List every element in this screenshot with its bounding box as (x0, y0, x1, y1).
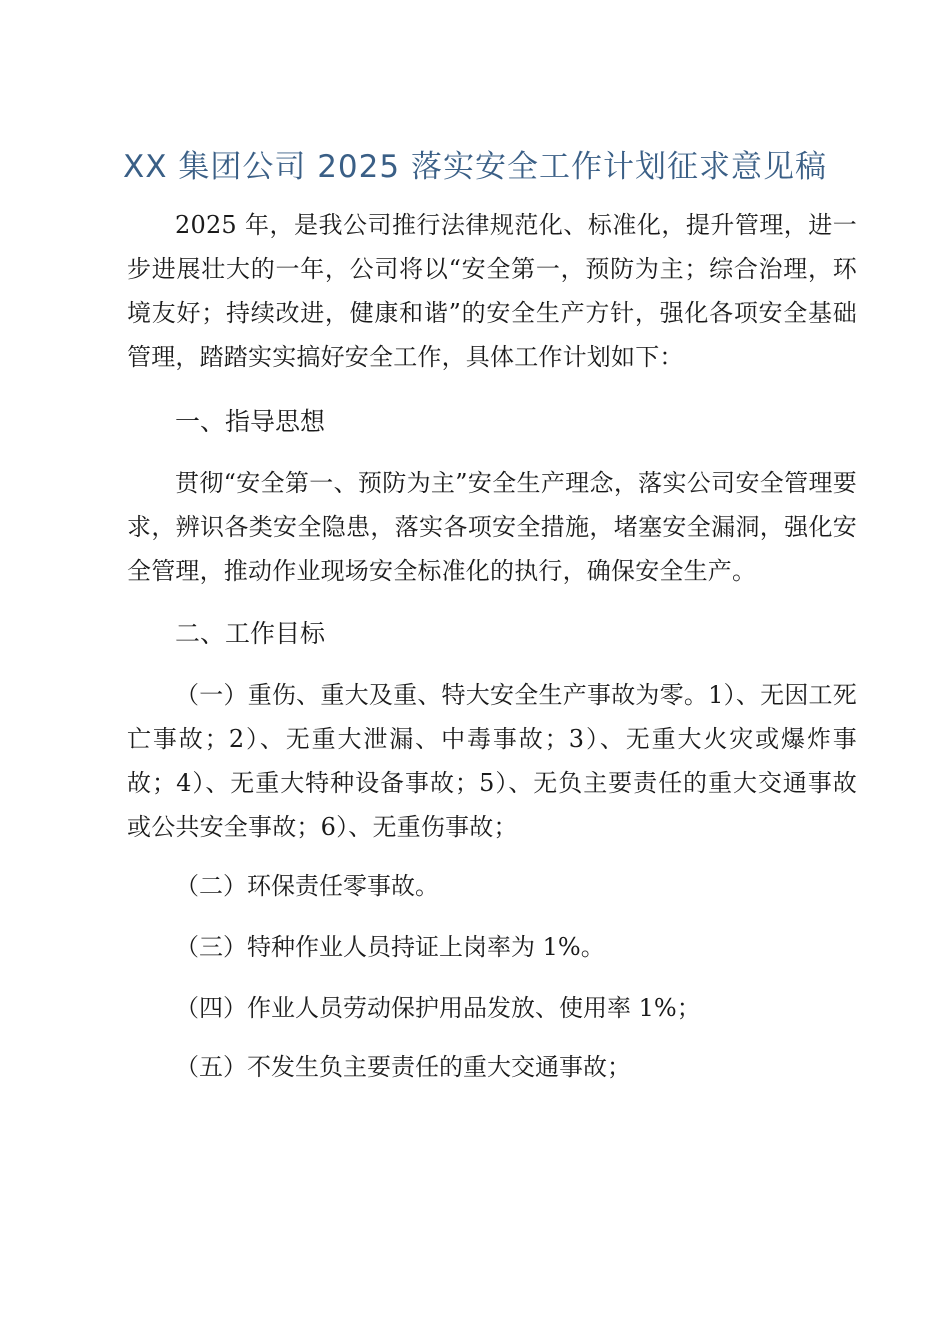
section-heading-guiding-ideology: 一、指导思想 (175, 407, 326, 436)
intro-paragraph: 2025 年，是我公司推行法律规范化、标准化，提升管理，进一步进展壮大的一年，公司将以“安全第一，预防为主；综合治理，环境友好；持续改进，健康和谐”的安全生产方针，强化各项安全基础管理，踏踏实实搞好安全工作，具体工作计划如下： (127, 211, 857, 371)
goal-item-3: （三）特种作业人员持证上岗率为 1%。 (175, 933, 605, 961)
section-heading-work-goals: 二、工作目标 (175, 619, 326, 648)
goal-item-4: （四）作业人员劳动保护用品发放、使用率 1%； (175, 994, 701, 1022)
goal-item-2: （二）环保责任零事故。 (175, 872, 439, 900)
goal-item-5: （五）不发生负主要责任的重大交通事故； (175, 1053, 631, 1081)
goal-item-1: （一）重伤、重大及重、特大安全生产事故为零。1）、无因工死亡事故；2）、无重大泄漏、中毒事故；3）、无重大火灾或爆炸事故；4）、无重大特种设备事故；5）、无负主要责任的重大交通事故或公共安全事故；6）、无重伤事故； (127, 681, 857, 841)
guiding-ideology-paragraph: 贯彻“安全第一、预防为主”安全生产理念，落实公司安全管理要求，辨识各类安全隐患，落实各项安全措施，堵塞安全漏洞，强化安全管理，推动作业现场安全标准化的执行，确保安全生产。 (127, 469, 857, 585)
document-title: XX 集团公司 2025 落实安全工作计划征求意见稿 (123, 149, 827, 185)
